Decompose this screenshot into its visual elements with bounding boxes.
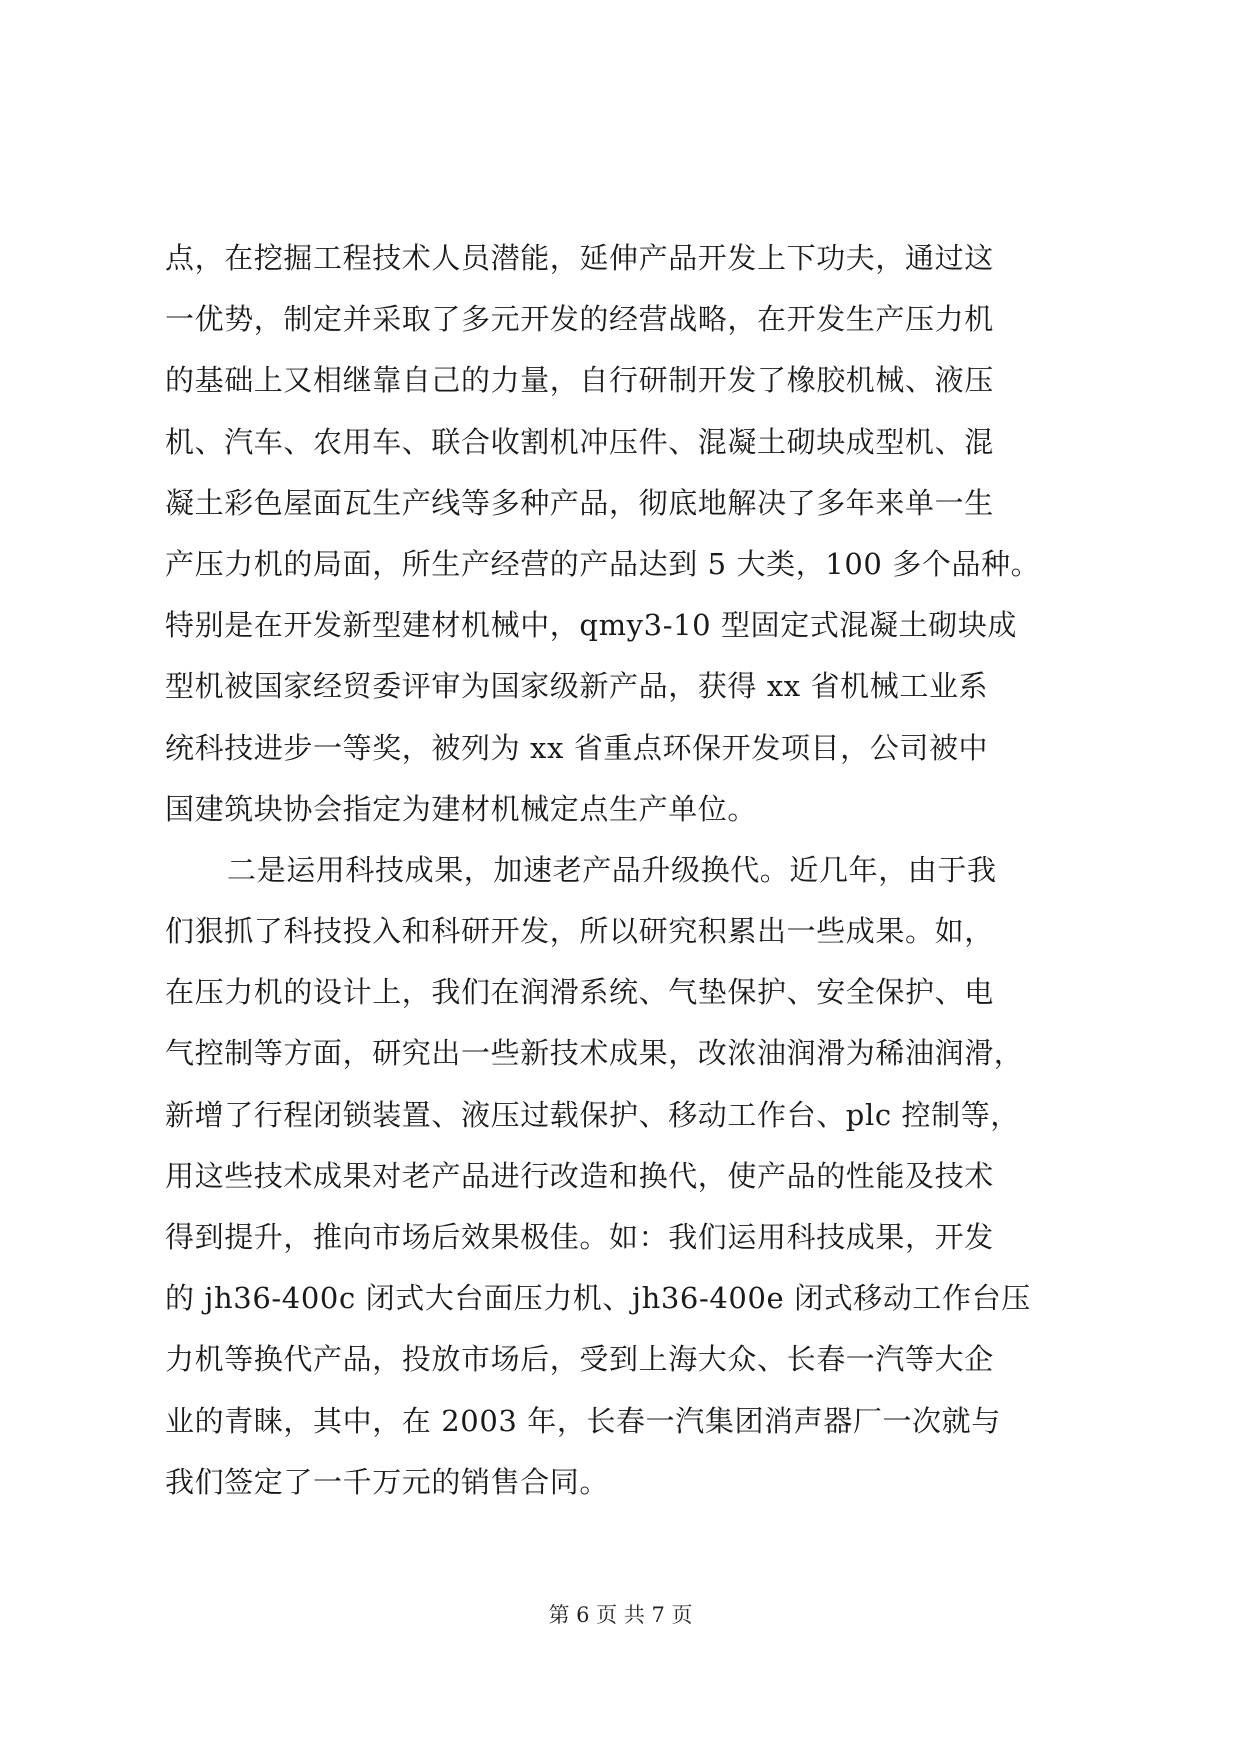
text-line: 的基础上又相继靠自己的力量，自行研制开发了橡胶机械、液压: [165, 363, 994, 398]
text-line: 统科技进步一等奖，被列为 xx 省重点环保开发项目，公司被中: [165, 730, 989, 765]
text-line: 们狠抓了科技投入和科研开发，所以研究积累出一些成果。如，: [165, 914, 994, 949]
text-line: 在压力机的设计上，我们在润滑系统、气垫保护、安全保护、电: [165, 975, 994, 1010]
text-line: 机、汽车、农用车、联合收割机冲压件、混凝土砌块成型机、混: [165, 424, 994, 459]
text-line: 型机被国家经贸委评审为国家级新产品，获得 xx 省机械工业系: [165, 669, 989, 704]
text-line: 凝土彩色屋面瓦生产线等多种产品，彻底地解决了多年来单一生: [165, 485, 994, 520]
text-line: 我们签定了一千万元的销售合同。: [165, 1464, 610, 1499]
text-line: 的 jh36-400c 闭式大台面压力机、jh36-400e 闭式移动工作台压: [165, 1281, 1031, 1316]
text-line: 国建筑块协会指定为建材机械定点生产单位。: [165, 791, 758, 826]
text-line: 点，在挖掘工程技术人员潜能，延伸产品开发上下功夫，通过这: [165, 241, 994, 275]
text-line: 一优势，制定并采取了多元开发的经营战略，在开发生产压力机: [165, 302, 994, 337]
text-line: 力机等换代产品，投放市场后，受到上海大众、长春一汽等大企: [165, 1342, 994, 1377]
text-line: 得到提升，推向市场后效果极佳。如：我们运用科技成果，开发: [165, 1220, 994, 1254]
page-footer: 第 6 页 共 7 页: [548, 1603, 693, 1627]
body-text: [165, 228, 1095, 1513]
text-line: 产压力机的局面，所生产经营的产品达到 5 大类，100 多个品种。: [165, 546, 1041, 581]
text-line: 用这些技术成果对老产品进行改造和换代，使产品的性能及技术: [165, 1158, 994, 1193]
text-line: 气控制等方面，研究出一些新技术成果，改浓油润滑为稀油润滑，: [165, 1036, 1024, 1071]
paragraph-first-line: 二是运用科技成果，加速老产品升级换代。近几年，由于我: [227, 852, 997, 887]
text-line: 新增了行程闭锁装置、液压过载保护、移动工作台、plc 控制等，: [165, 1097, 1020, 1132]
text-line: 业的青睐，其中，在 2003 年，长春一汽集团消声器厂一次就与: [165, 1403, 1001, 1438]
text-line: 特别是在开发新型建材机械中，qmy3-10 型固定式混凝土砌块成: [165, 608, 1018, 643]
